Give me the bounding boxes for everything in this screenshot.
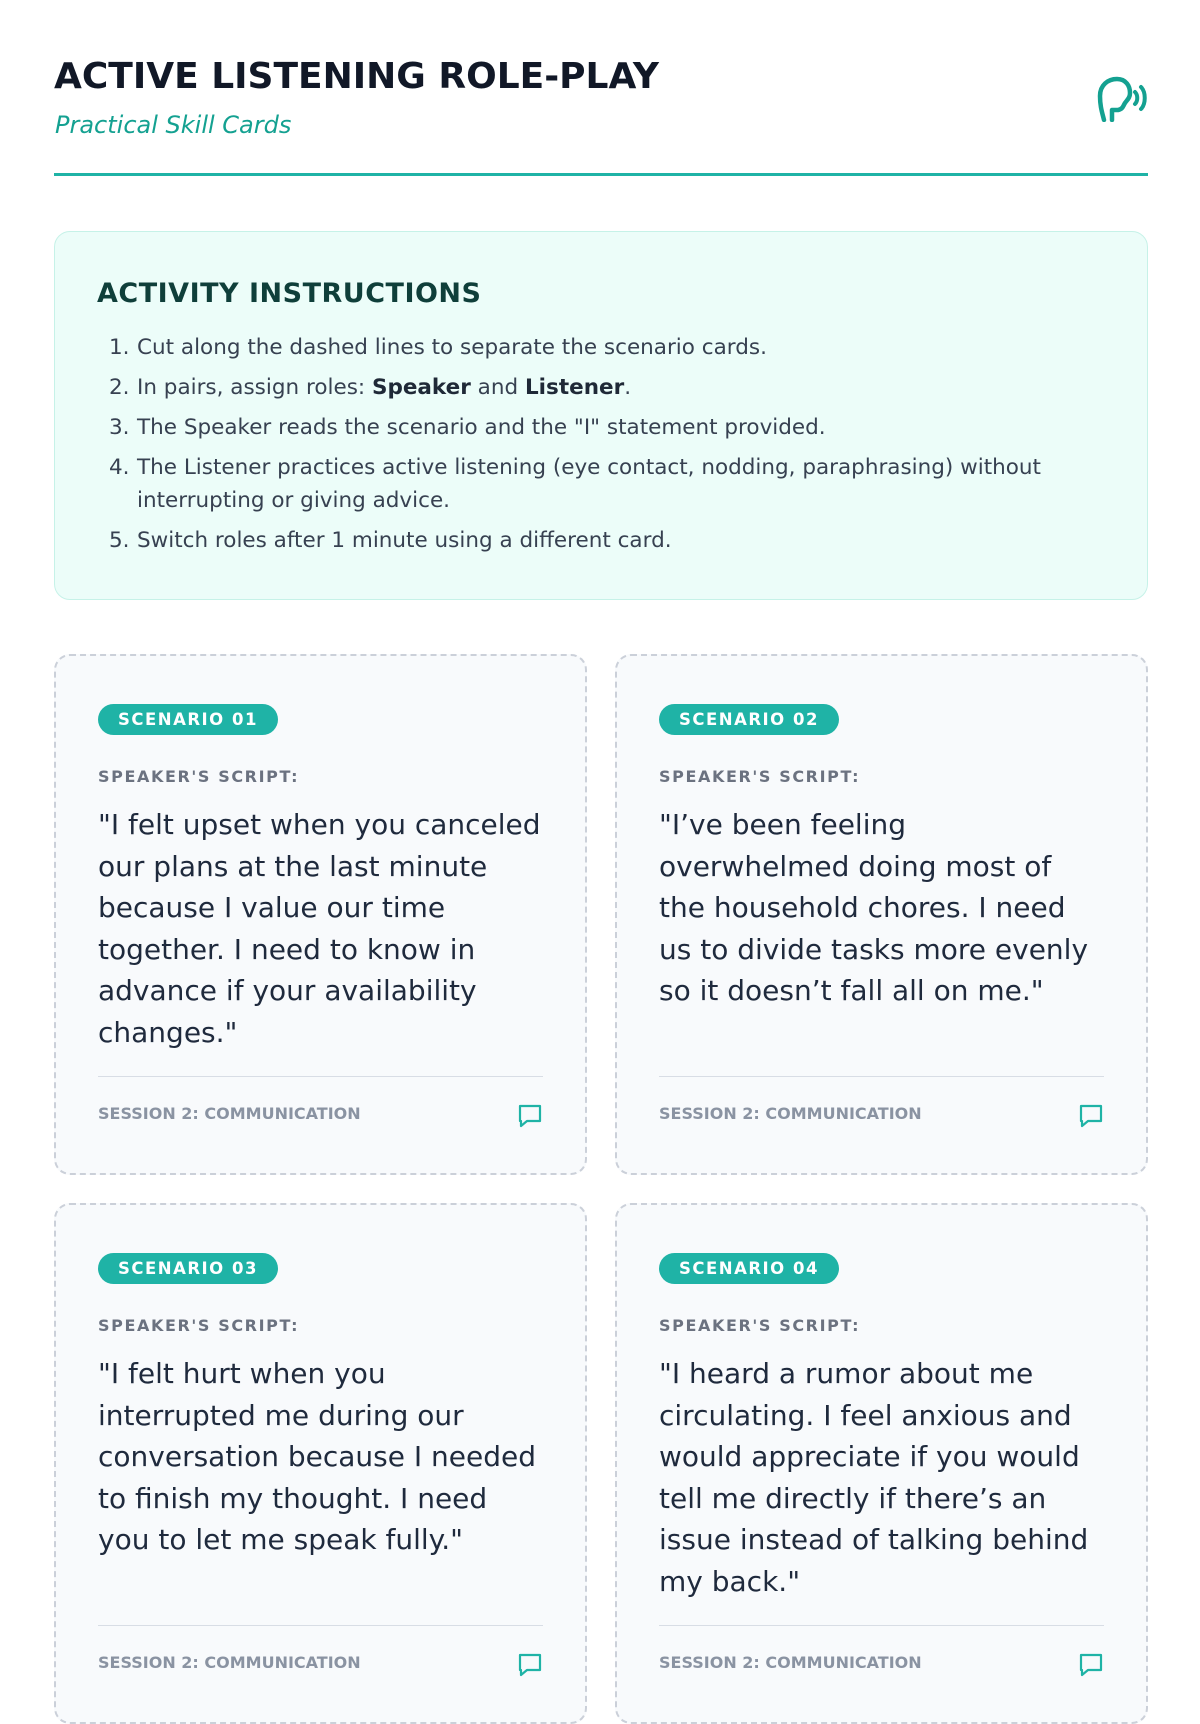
step-number: 4. [109,455,130,480]
listening-head-icon [1096,76,1148,122]
session-label: SESSION 2: COMMUNICATION [659,1104,922,1123]
step-text: In pairs, assign roles: [137,375,372,400]
chat-bubble-icon [1078,1652,1104,1678]
instruction-step [97,524,1105,557]
chat-bubble-icon [517,1652,543,1678]
worksheet-page [54,0,1148,1672]
script-label: SPEAKER'S SCRIPT: [659,767,861,786]
step-text: Switch roles after 1 minute using a different card. [137,528,672,553]
chat-bubble-icon [517,1103,543,1129]
step-number: 2. [109,375,130,400]
card-footer [659,1625,1104,1722]
page-subtitle: Practical Skill Cards [55,111,292,139]
instructions-list [97,331,1105,557]
session-label: SESSION 2: COMMUNICATION [98,1653,361,1672]
scenario-badge: SCENARIO 01 [98,704,278,735]
scenario-card [54,654,587,1175]
step-text: and [470,375,525,400]
instruction-step [97,331,1105,364]
step-text: The Listener practices active listening (eye contact, nodding, paraphrasing) without interrupting or giving advice. [137,455,1041,513]
speaker-quote: "I felt hurt when you interrupted me during our conversation because I needed to finish my thought. I need you to let me speak fully." [98,1357,537,1556]
speaker-quote: "I’ve been feeling overwhelmed doing most of the household chores. I need us to divide tasks more evenly so it doesn’t fall all on me." [659,808,1089,1007]
scenario-card [615,1203,1148,1724]
card-footer [98,1625,543,1722]
scenario-badge: SCENARIO 03 [98,1253,278,1284]
speaker-quote: "I heard a rumor about me circulating. I feel anxious and would appreciate if you would tell me directly if there’s an issue instead of talking behind my back." [659,1357,1089,1598]
instructions-heading: ACTIVITY INSTRUCTIONS [97,278,482,309]
role-speaker: Speaker [371,375,471,400]
step-number: 3. [109,415,130,440]
instructions-box [54,231,1148,600]
scenario-badge: SCENARIO 02 [659,704,839,735]
step-text: Cut along the dashed lines to separate the scenario cards. [137,335,767,360]
speaker-quote: "I felt upset when you canceled our plans at the last minute because I value our time together. I need to know in advance if your availability changes." [98,808,541,1049]
session-label: SESSION 2: COMMUNICATION [98,1104,361,1123]
header [54,0,1148,176]
step-number: 1. [109,335,130,360]
scenario-card [615,654,1148,1175]
step-text: . [624,375,632,400]
script-label: SPEAKER'S SCRIPT: [98,767,300,786]
step-number: 5. [109,528,130,553]
session-label: SESSION 2: COMMUNICATION [659,1653,922,1672]
scenario-card [54,1203,587,1724]
script-label: SPEAKER'S SCRIPT: [98,1316,300,1335]
instruction-step [97,451,1105,517]
step-text: The Speaker reads the scenario and the "I" statement provided. [137,415,826,440]
page-title: ACTIVE LISTENING ROLE-PLAY [54,56,659,97]
instruction-step [97,371,1105,404]
script-label: SPEAKER'S SCRIPT: [659,1316,861,1335]
instruction-step [97,411,1105,444]
scenario-badge: SCENARIO 04 [659,1253,839,1284]
chat-bubble-icon [1078,1103,1104,1129]
card-footer [659,1076,1104,1173]
role-listener: Listener [524,375,625,400]
card-footer [98,1076,543,1173]
